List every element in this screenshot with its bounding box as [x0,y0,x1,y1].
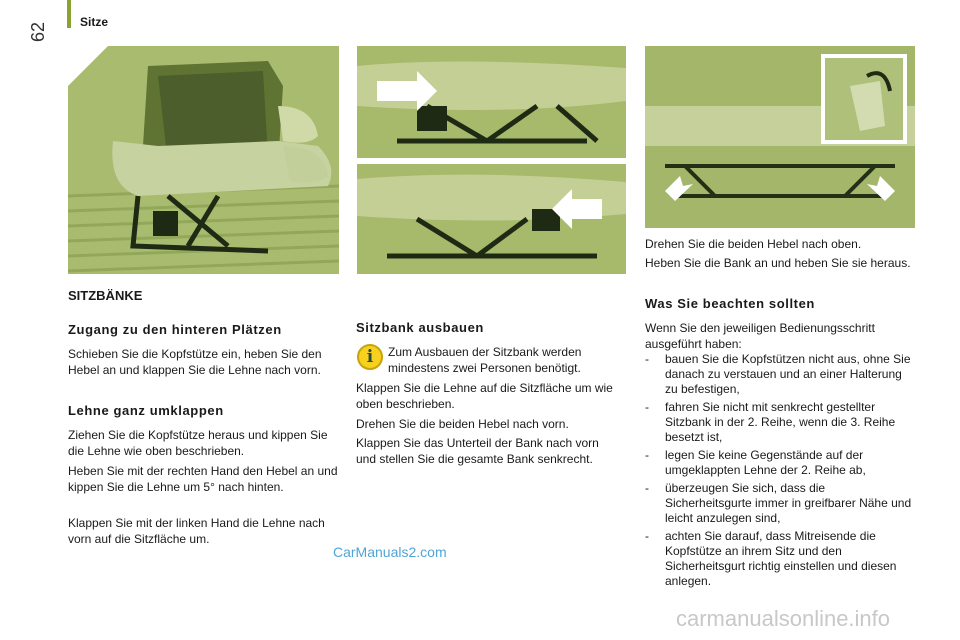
bullet-text: fahren Sie nicht mit senkrecht gestellter Sitzbank in der 2. Reihe, wenn die 3. Reihe besetzt ist, [665,400,896,444]
figure-seat-folded [68,46,339,274]
watermark-site: carmanualsonline.info [676,606,891,631]
access-heading: Zugang zu den hinteren Plätzen [68,322,282,337]
figure-lever-forward-top [357,46,626,158]
figure-lever-forward-bottom [357,164,626,274]
lift-paragraph-2: Heben Sie die Bank an und heben Sie sie heraus. [645,256,911,270]
notes-intro: Wenn Sie den jeweiligen Bedienungsschritt ausgeführt haben: [645,321,875,351]
bullet-dash: - [645,529,649,543]
notes-heading: Was Sie beachten sollten [645,296,815,311]
fold-paragraph-3: Klappen Sie mit der linken Hand die Lehne nach vorn auf die Sitzfläche um. [68,516,325,546]
lever-bottom-illustration [357,164,626,274]
info-note: Zum Ausbauen der Sitzbank werden mindestens zwei Personen benötigt. [388,345,582,375]
info-icon: i [357,344,383,370]
bullet-text: legen Sie keine Gegenstände auf der umgeklappten Lehne der 2. Reihe ab, [665,448,866,477]
page-number: 62 [28,21,48,42]
list-item [645,400,915,445]
fold-heading: Lehne ganz umklappen [68,403,224,418]
section-title: SITZBÄNKE [68,288,143,303]
watermark-brand: CarManuals2.com [333,544,447,560]
section-header: Sitze [80,15,109,29]
list-item [645,352,915,397]
bench-lift-illustration [645,46,915,228]
remove-paragraph-1: Klappen Sie die Lehne auf die Sitzfläche um wie oben beschrieben. [356,381,613,411]
access-text: Schieben Sie die Kopfstütze ein, heben Sie den Hebel an und klappen Sie die Lehne nach vorn. [68,347,322,377]
bullet-text: überzeugen Sie sich, dass die Sicherheitsgurte immer in greifbarer Nähe und leicht anzulegen sind, [665,481,912,525]
figure-bench-lift [645,46,915,228]
remove-paragraph-3: Klappen Sie das Unterteil der Bank nach vorn und stellen Sie die gesamte Bank senkrecht. [356,436,599,466]
list-item [645,448,915,478]
bullet-dash: - [645,352,649,366]
remove-heading: Sitzbank ausbauen [356,320,484,335]
section-marker-bar [67,0,71,28]
bullet-dash: - [645,400,649,414]
bullet-dash: - [645,448,649,462]
list-item [645,481,915,526]
list-item [645,529,915,589]
notes-bullet-list [645,352,915,589]
bullet-text: achten Sie darauf, dass Mitreisende die Kopfstütze an ihrem Sitz und den Sicherheitsgurt richtig einstellen und diesen anlegen. [665,529,897,588]
lever-top-illustration [357,46,626,158]
fold-paragraph-2: Heben Sie mit der rechten Hand den Hebel an und kippen Sie die Lehne um 5° nach hinten. [68,464,338,494]
lift-paragraph-1: Drehen Sie die beiden Hebel nach oben. [645,237,862,251]
bullet-text: bauen Sie die Kopfstützen nicht aus, ohne Sie danach zu verstauen und an einer Halterung zu befestigen, [665,352,911,396]
remove-paragraph-2: Drehen Sie die beiden Hebel nach vorn. [356,417,569,431]
seat-folded-illustration [68,46,339,274]
bullet-dash: - [645,481,649,495]
fold-paragraph-1: Ziehen Sie die Kopfstütze heraus und kippen Sie die Lehne wie oben beschrieben. [68,428,328,458]
